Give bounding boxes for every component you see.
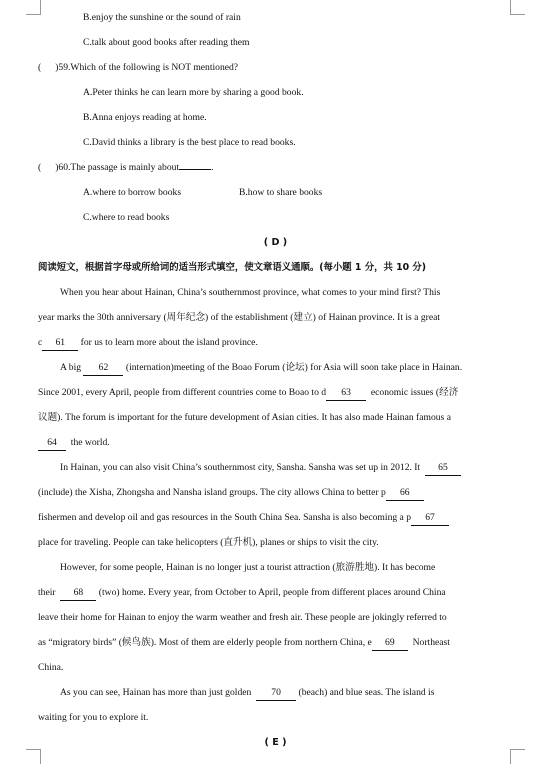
passage-text: for us to learn more about the island province. — [80, 337, 258, 348]
passage-text: (beach) and blue seas. The island is — [298, 687, 435, 698]
passage-p3-line2 — [38, 486, 524, 500]
q60-blank[interactable] — [179, 169, 211, 170]
passage-text: A big — [60, 362, 82, 373]
passage-text: their — [38, 587, 56, 598]
q59-option-b: B.Anna enjoys reading at home. — [83, 112, 207, 123]
passage-text: (internation)meeting of the Boao Forum (论坛) for Asia will soon take place in Hainan. — [125, 362, 463, 373]
passage-text: as “migratory birds” (候鸟族). Most of them are elderly people from northern China, e — [38, 637, 372, 648]
q58-option-b: B.enjoy the sunshine or the sound of rain — [83, 12, 241, 23]
passage-text: economic issues (经济 — [370, 387, 459, 398]
passage-p2-line3: 议题). The forum is important for the future development of Asian cities. It has also made Hainan famous a — [38, 412, 451, 423]
blank-62[interactable]: 62 — [83, 361, 123, 376]
q60-question-end: . — [211, 162, 214, 173]
blank-64[interactable]: 64 — [38, 436, 66, 451]
blank-65[interactable]: 65 — [425, 461, 461, 476]
blank-61[interactable]: 61 — [42, 336, 78, 351]
q59-question: )59.Which of the following is NOT mentioned? — [55, 62, 239, 73]
passage-text: (two) home. Every year, from October to April, people from different places around China — [98, 587, 446, 598]
passage-text: As you can see, Hainan has more than just golden — [60, 687, 252, 698]
section-d-instruction: 阅读短文，根据首字母或所给词的适当形式填空，使文章语义通顺。(每小题 1 分，共 10 分) — [38, 262, 427, 273]
section-d-label: ( D ) — [263, 237, 288, 248]
q59-stem — [38, 61, 524, 75]
passage-text: the world. — [70, 437, 110, 448]
blank-68[interactable]: 68 — [60, 586, 96, 601]
q60-stem — [38, 161, 524, 175]
passage-text: c — [38, 337, 43, 348]
q60-option-a: A.where to borrow books — [83, 187, 182, 198]
passage-p2-line2 — [38, 386, 524, 400]
blank-69[interactable]: 69 — [372, 636, 408, 651]
q60-option-c: C.where to read books — [83, 212, 170, 223]
passage-p1-line3 — [38, 336, 524, 350]
passage-p5-line2: waiting for you to explore it. — [38, 712, 149, 723]
corner-mark-top-left — [26, 0, 41, 15]
q60-answer-bracket: ( — [38, 162, 42, 173]
passage-p4-line4 — [38, 636, 524, 650]
passage-p1-line2: year marks the 30th anniversary (周年纪念) of the establishment (建立) of Hainan province. It is a great — [38, 312, 441, 323]
q59-option-c: C.David thinks a library is the best place to read books. — [83, 137, 296, 148]
passage-text: In Hainan, you can also visit China’s southernmost city, Sansha. Sansha was set up in 2012. It — [60, 462, 421, 473]
passage-p2-line4 — [38, 436, 524, 450]
passage-text: Northeast — [412, 637, 450, 648]
blank-66[interactable]: 66 — [386, 486, 424, 501]
passage-text: Since 2001, every April, people from different countries come to Boao to d — [38, 387, 327, 398]
passage-text: (include) the Xisha, Zhongsha and Nansha island groups. The city allows China to better p — [38, 487, 386, 498]
passage-p3-line4: place for traveling. People can take helicopters (直升机), planes or ships to visit the city. — [38, 537, 379, 548]
q58-option-c: C.talk about good books after reading them — [83, 37, 250, 48]
section-e-label: ( E ) — [264, 737, 287, 748]
blank-67[interactable]: 67 — [411, 511, 449, 526]
q59-answer-bracket: ( — [38, 62, 42, 73]
passage-p4-line3: leave their home for Hainan to enjoy the warm weather and fresh air. These people are jokingly referred to — [38, 612, 447, 623]
passage-p3-line3 — [38, 511, 524, 525]
passage-p5-line1 — [60, 686, 546, 700]
passage-p3-line1 — [60, 461, 546, 475]
passage-p4-line2 — [38, 586, 524, 600]
corner-mark-bottom-left — [26, 749, 41, 764]
passage-p4-line1: However, for some people, Hainan is no longer just a tourist attraction (旅游胜地). It has become — [60, 562, 436, 573]
corner-mark-bottom-right — [510, 749, 525, 764]
passage-text: fishermen and develop oil and gas resources in the South China Sea. Sansha is also becoming a p — [38, 512, 412, 523]
q60-option-b: B.how to share books — [239, 187, 323, 198]
passage-p2-line1 — [60, 361, 546, 375]
passage-text: When you hear about Hainan, China’s southernmost province, what comes to your mind first? This — [60, 287, 441, 298]
passage-p4-line5: China. — [38, 662, 64, 673]
q59-option-a: A.Peter thinks he can learn more by sharing a good book. — [83, 87, 304, 98]
passage-p1-line1 — [60, 286, 524, 300]
q60-question: )60.The passage is mainly about — [55, 162, 180, 173]
blank-63[interactable]: 63 — [326, 386, 366, 401]
blank-70[interactable]: 70 — [256, 686, 296, 701]
q60-options-row1 — [83, 186, 551, 200]
